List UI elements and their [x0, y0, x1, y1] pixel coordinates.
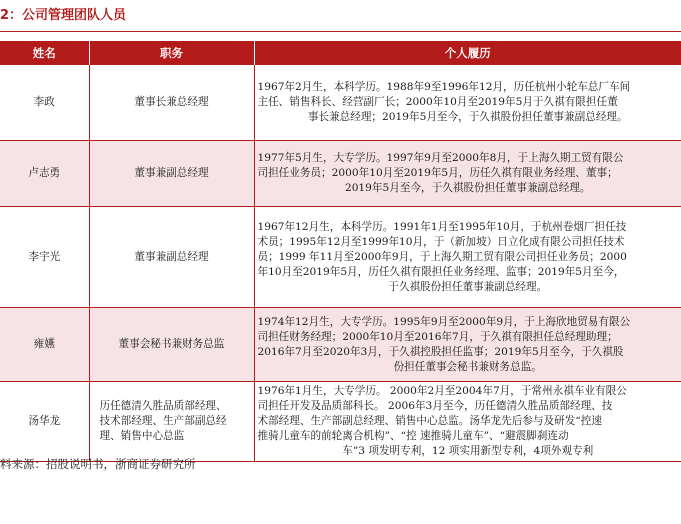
- source-note: 料来源：招股说明书，浙商证券研究所: [0, 457, 196, 471]
- position-line: 技术部经理、生产部副总经: [99, 415, 227, 427]
- position-line: 理、销售中心总监: [99, 430, 185, 442]
- person-name: 卢志勇: [0, 141, 89, 207]
- table-row: [0, 65, 681, 141]
- bio-line: 司担任财务经理；2000年10月至2016年7月，于久祺有限担任总经理助理；: [257, 330, 618, 343]
- bio-line: 事长兼总经理；2019年5月至今，于久祺股份担任董事兼副总经理。: [307, 111, 628, 123]
- position-line: 董事长兼总经理: [134, 96, 209, 108]
- caption-rule: [0, 31, 681, 32]
- bio-line: 术部经理、生产部副总经理、销售中心总监。汤华龙先后参与及研发“控速: [257, 415, 602, 427]
- person-bio: [254, 308, 681, 382]
- table-header-row: [0, 41, 681, 65]
- bio-line: 1967年12月生，本科学历。1991年1月至1995年10月，于杭州卷烟厂担任技: [257, 220, 627, 233]
- bio-line: 车”3 项发明专利，12 项实用新型专利，4项外观专利: [342, 445, 594, 457]
- person-position: [89, 308, 254, 382]
- bio-line: 年10月至2019年5月，历任久祺有限担任业务经理、监事；2019年5月至今，: [257, 265, 625, 278]
- bio-line: 推骑儿童车的前轮离合机构”、“控 速推骑儿童车”、“避震脚刹连动: [257, 430, 569, 442]
- bio-line: 员；1999 年11月至2000年9月，于上海久期工贸有限公司担任业务员；2000: [257, 250, 627, 263]
- person-position: [89, 65, 254, 141]
- person-name: 李政: [0, 65, 89, 141]
- person-name: 汤华龙: [0, 382, 89, 462]
- person-bio: [254, 382, 681, 462]
- management-team-table: [0, 41, 681, 462]
- table-row: [0, 308, 681, 382]
- position-line: 董事兼副总经理: [134, 250, 209, 263]
- person-bio: [254, 141, 681, 207]
- bio-line: 份担任董事会秘书兼财务总监。: [393, 360, 542, 373]
- bio-line: 司担任业务员；2000年10月至2019年5月，历任久祺有限业务经理、董事；: [257, 167, 618, 179]
- table-caption: 2：公司管理团队人员: [0, 8, 127, 23]
- person-name: 李宇光: [0, 207, 89, 308]
- bio-line: 2019年5月至今，于久祺股份担任董事兼副总经理。: [344, 182, 591, 194]
- person-bio: [254, 207, 681, 308]
- header-name: 姓名: [0, 41, 89, 65]
- header-bio: 个人履历: [254, 41, 681, 65]
- position-line: 董事兼副总经理: [134, 167, 209, 179]
- bio-line: 术员；1995年12月至1999年10月，于（新加坡）日立化成有限公司担任技术: [257, 235, 625, 248]
- position-line: 历任德清久胜品质部经理、: [99, 400, 227, 412]
- table-row: [0, 382, 681, 462]
- person-position: [89, 382, 254, 462]
- position-line: 董事会秘书兼财务总监: [118, 338, 225, 350]
- bio-line: 2016年7月至2020年3月，于久祺控股担任监事；2019年5月至今，于久祺股: [257, 345, 624, 358]
- table-row: [0, 207, 681, 308]
- header-position: 职务: [89, 41, 254, 65]
- person-bio: [254, 65, 681, 141]
- person-position: [89, 141, 254, 207]
- bio-line: 主任、销售科长、经营副厂长；2000年10月至2019年5月于久祺有限担任董: [257, 96, 618, 108]
- bio-line: 于久祺股份担任董事兼副总经理。: [388, 280, 548, 293]
- bio-line: 1974年12月生，大专学历。1995年9月至2000年9月，于上海欣地贸易有限公: [257, 315, 631, 328]
- table-row: [0, 141, 681, 207]
- person-name: 雍嬿: [0, 308, 89, 382]
- bio-line: 1967年2月生，本科学历。1988年9至1996年12月，历任杭州小轮车总厂车间: [257, 81, 631, 93]
- bio-line: 1976年1月生，大专学历。 2000年2月至2004年7月，于常州永祺车业有限公: [257, 385, 627, 397]
- person-position: [89, 207, 254, 308]
- bio-line: 司担任开发及品质部科长。 2006年3月至今，历任德清久胜品质部经理、技: [257, 400, 613, 412]
- bio-line: 1977年5月生，大专学历。1997年9月至2000年8月，于上海久期工贸有限公: [257, 152, 624, 164]
